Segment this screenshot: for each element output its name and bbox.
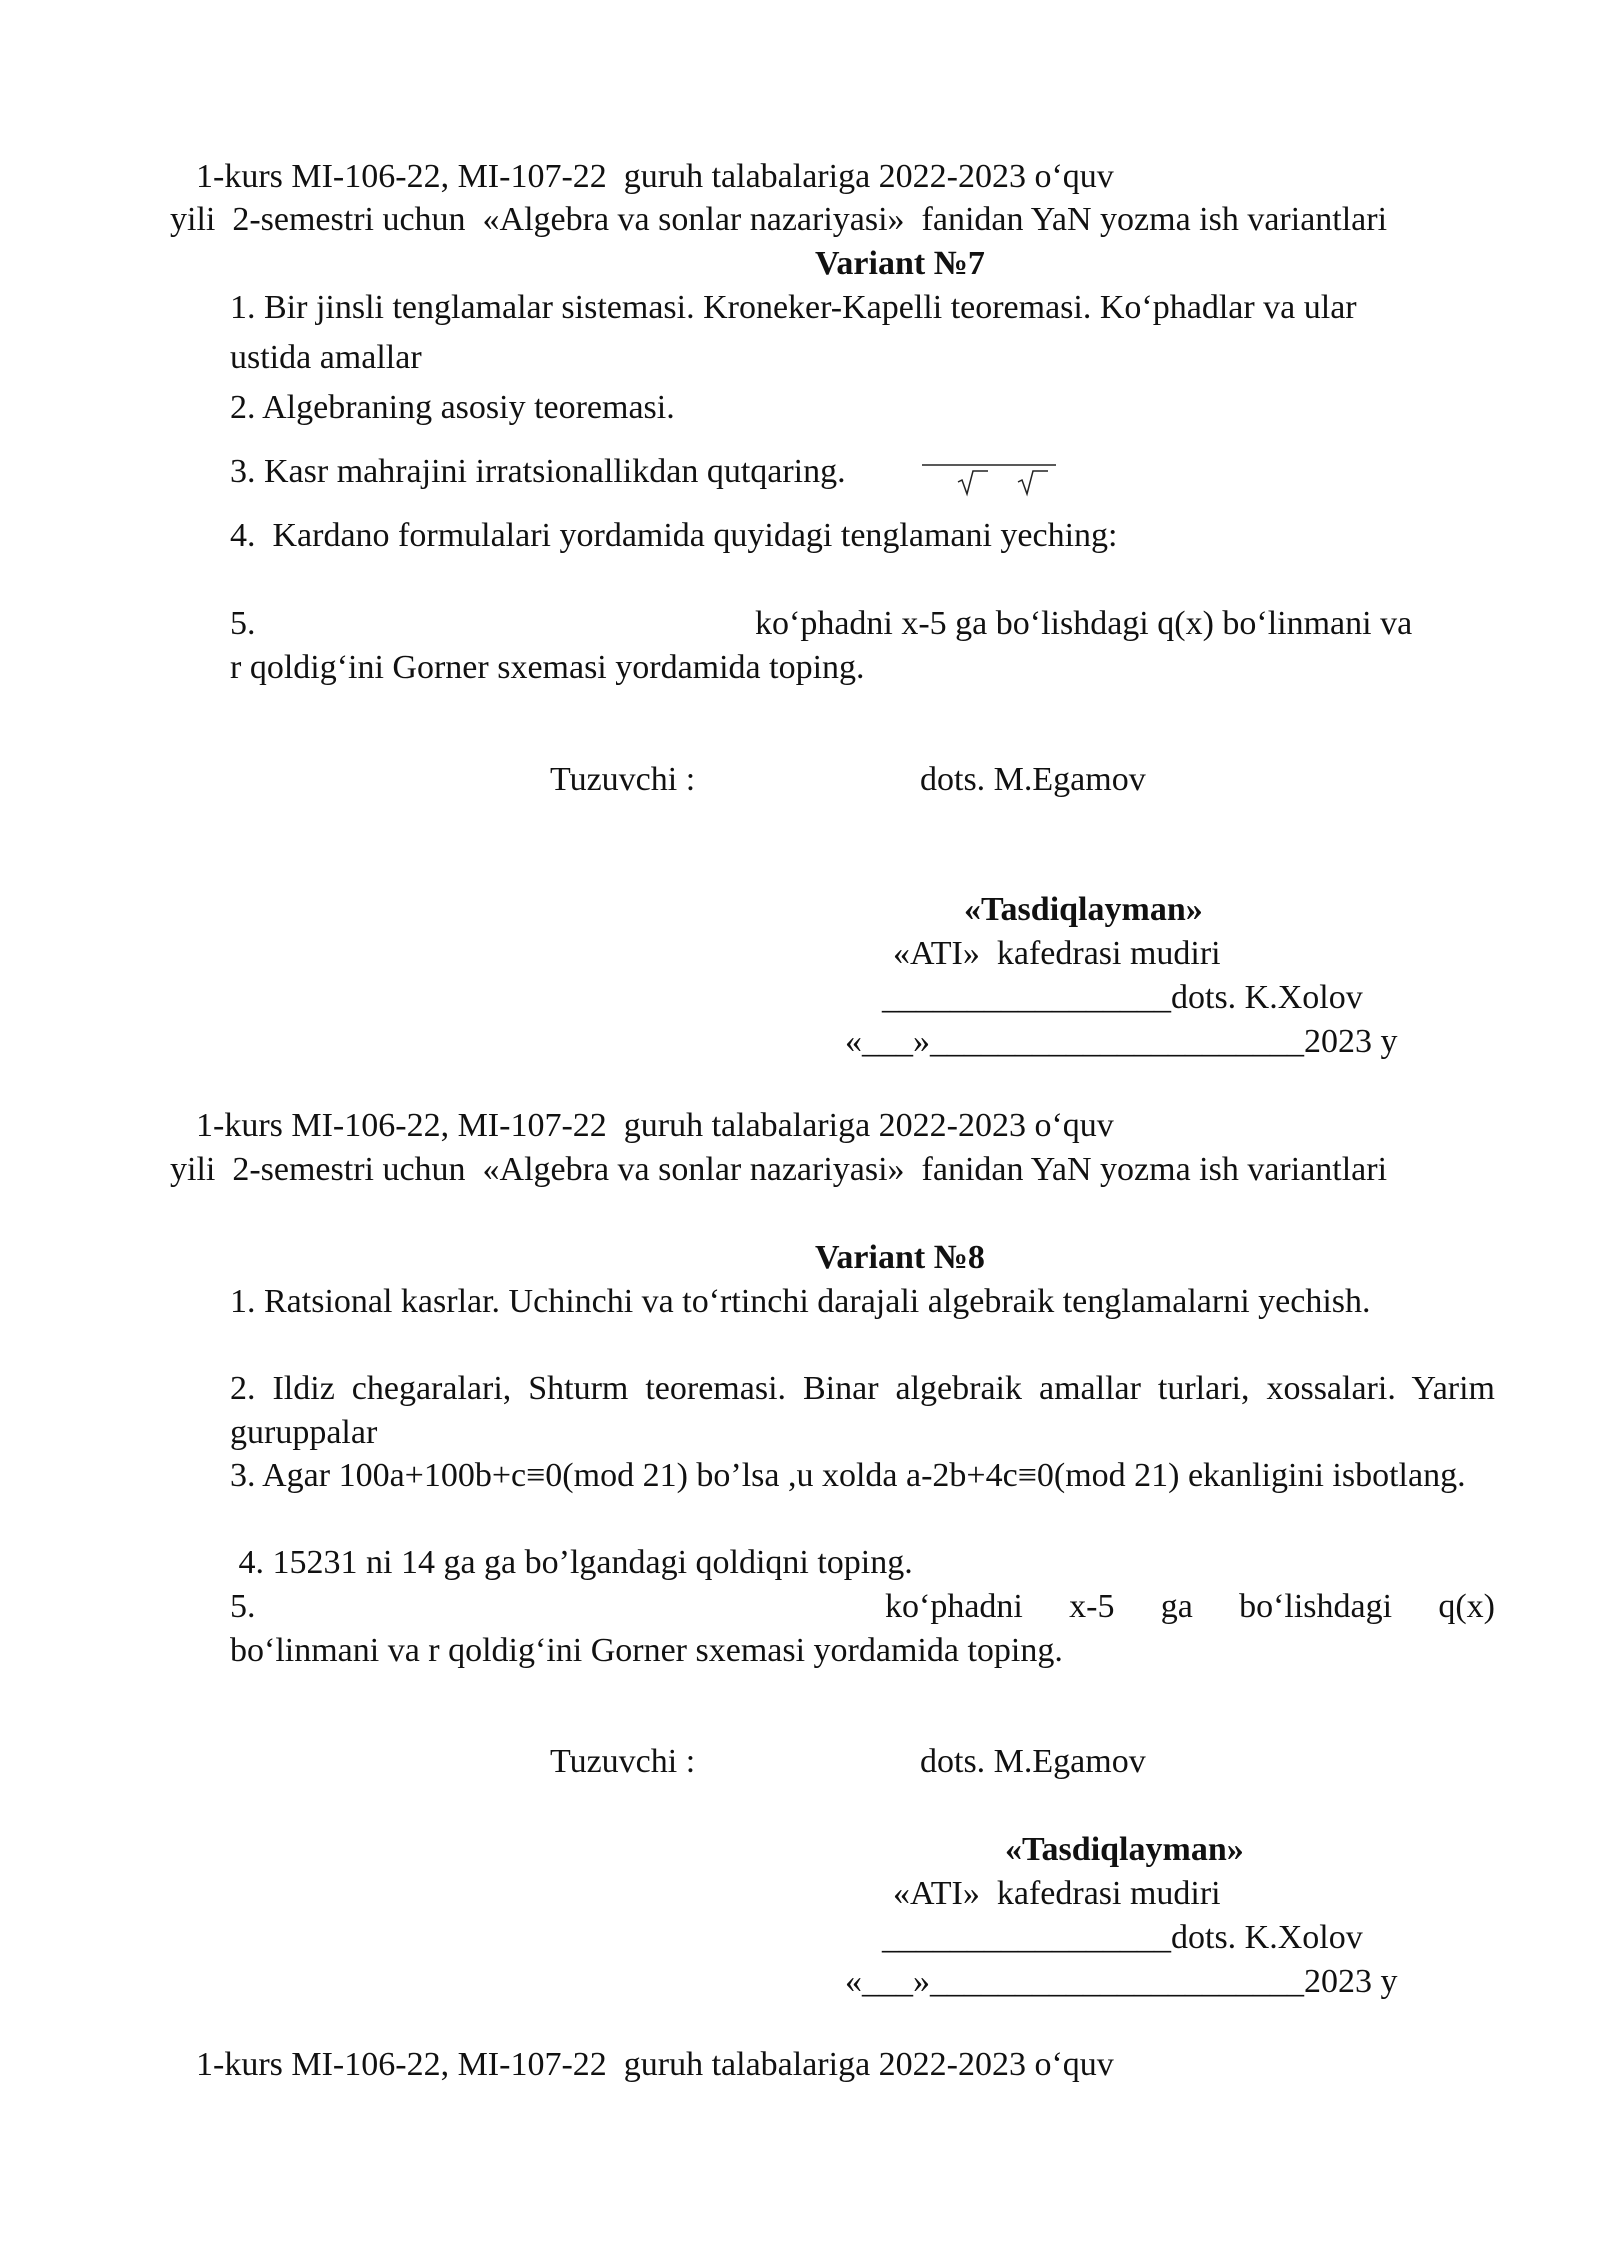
variant8-approve-dept: «ATI» kafedrasi mudiri [893, 1875, 1221, 1912]
fraction-radicals-icon [918, 452, 1058, 498]
variant8-q2: 2. Ildiz chegaralari, Shturm teoremasi. Binar algebraik amallar turlari, xossalari. Yarim guruppalar [230, 1370, 1495, 1451]
variant8-q1: 1. Ratsional kasrlar. Uchinchi va to‘rtinchi darajali algebraik tenglamalarni yechish. [230, 1283, 1371, 1320]
variant7-q1-line1: 1. Bir jinsli tenglamalar sistemasi. Kroneker-Kapelli teoremasi. Ko‘phadlar va ular [230, 289, 1357, 326]
variant7-approve-date: «___»______________________2023 y [845, 1023, 1398, 1060]
variant8-approve-date: «___»______________________2023 y [845, 1963, 1398, 2000]
header-line-1: 1-kurs MI-106-22, MI-107-22 guruh talabalariga 2022-2023 o‘quv [196, 158, 1114, 195]
variant8-composer-label: Tuzuvchi : [550, 1743, 696, 1780]
header2-line-2: yili 2-semestri uchun «Algebra va sonlar nazariyasi» fanidan YaN yozma ish variantlari [170, 1151, 1388, 1188]
variant7-q4: 4. Kardano formulalari yordamida quyidagi tenglamani yeching: [230, 517, 1118, 554]
variant7-composer-name: dots. M.Egamov [920, 761, 1146, 798]
variant8-q5-line2: bo‘linmani va r qoldig‘ini Gorner sxemasi yordamida toping. [230, 1632, 1063, 1669]
variant7-q3: 3. Kasr mahrajini irratsionallikdan qutqaring. [230, 453, 846, 490]
variant7-q5-line2: r qoldig‘ini Gorner sxemasi yordamida toping. [230, 649, 865, 686]
variant8-q4: 4. 15231 ni 14 ga ga bo’lgandagi qoldiqni toping. [230, 1544, 913, 1581]
variant8-title: Variant №8 [815, 1239, 985, 1276]
variant7-approve-sign: _________________dots. K.Xolov [882, 979, 1363, 1016]
variant8-q3: 3. Agar 100a+100b+c≡0(mod 21) bo’lsa ,u xolda a-2b+4c≡0(mod 21) ekanligini isbotlang. [230, 1457, 1466, 1494]
variant7-q5-text: ko‘phadni x-5 ga bo‘lishdagi q(x) bo‘linmani va [755, 605, 1413, 642]
variant7-composer-label: Tuzuvchi : [550, 761, 696, 798]
variant8-q5-number: 5. [230, 1588, 256, 1625]
variant8-approve-title: «Tasdiqlayman» [1005, 1831, 1244, 1868]
variant8-composer-name: dots. M.Egamov [920, 1743, 1146, 1780]
variant8-q5-word: x-5 [1069, 1588, 1115, 1625]
variant8-approve-sign: _________________dots. K.Xolov [882, 1919, 1363, 1956]
header3-line-1: 1-kurs MI-106-22, MI-107-22 guruh talabalariga 2022-2023 o‘quv [196, 2046, 1114, 2083]
variant7-approve-dept: «ATI» kafedrasi mudiri [893, 935, 1221, 972]
variant8-q5-word: ga [1160, 1588, 1193, 1625]
variant7-approve-title: «Tasdiqlayman» [964, 891, 1203, 928]
header2-line-1: 1-kurs MI-106-22, MI-107-22 guruh talabalariga 2022-2023 o‘quv [196, 1107, 1114, 1144]
variant8-q5-word: ko‘phadni [885, 1588, 1023, 1625]
variant8-q5-text [885, 1587, 1495, 1627]
variant7-q1-line2: ustida amallar [230, 339, 422, 376]
variant7-title: Variant №7 [815, 245, 985, 282]
variant7-q2: 2. Algebraning asosiy teoremasi. [230, 389, 675, 426]
variant8-q5-word: q(x) [1438, 1588, 1495, 1625]
header-line-2: yili 2-semestri uchun «Algebra va sonlar nazariyasi» fanidan YaN yozma ish variantlari [170, 201, 1388, 238]
variant7-q5-number: 5. [230, 605, 256, 642]
variant8-q5-word: bo‘lishdagi [1239, 1588, 1393, 1625]
